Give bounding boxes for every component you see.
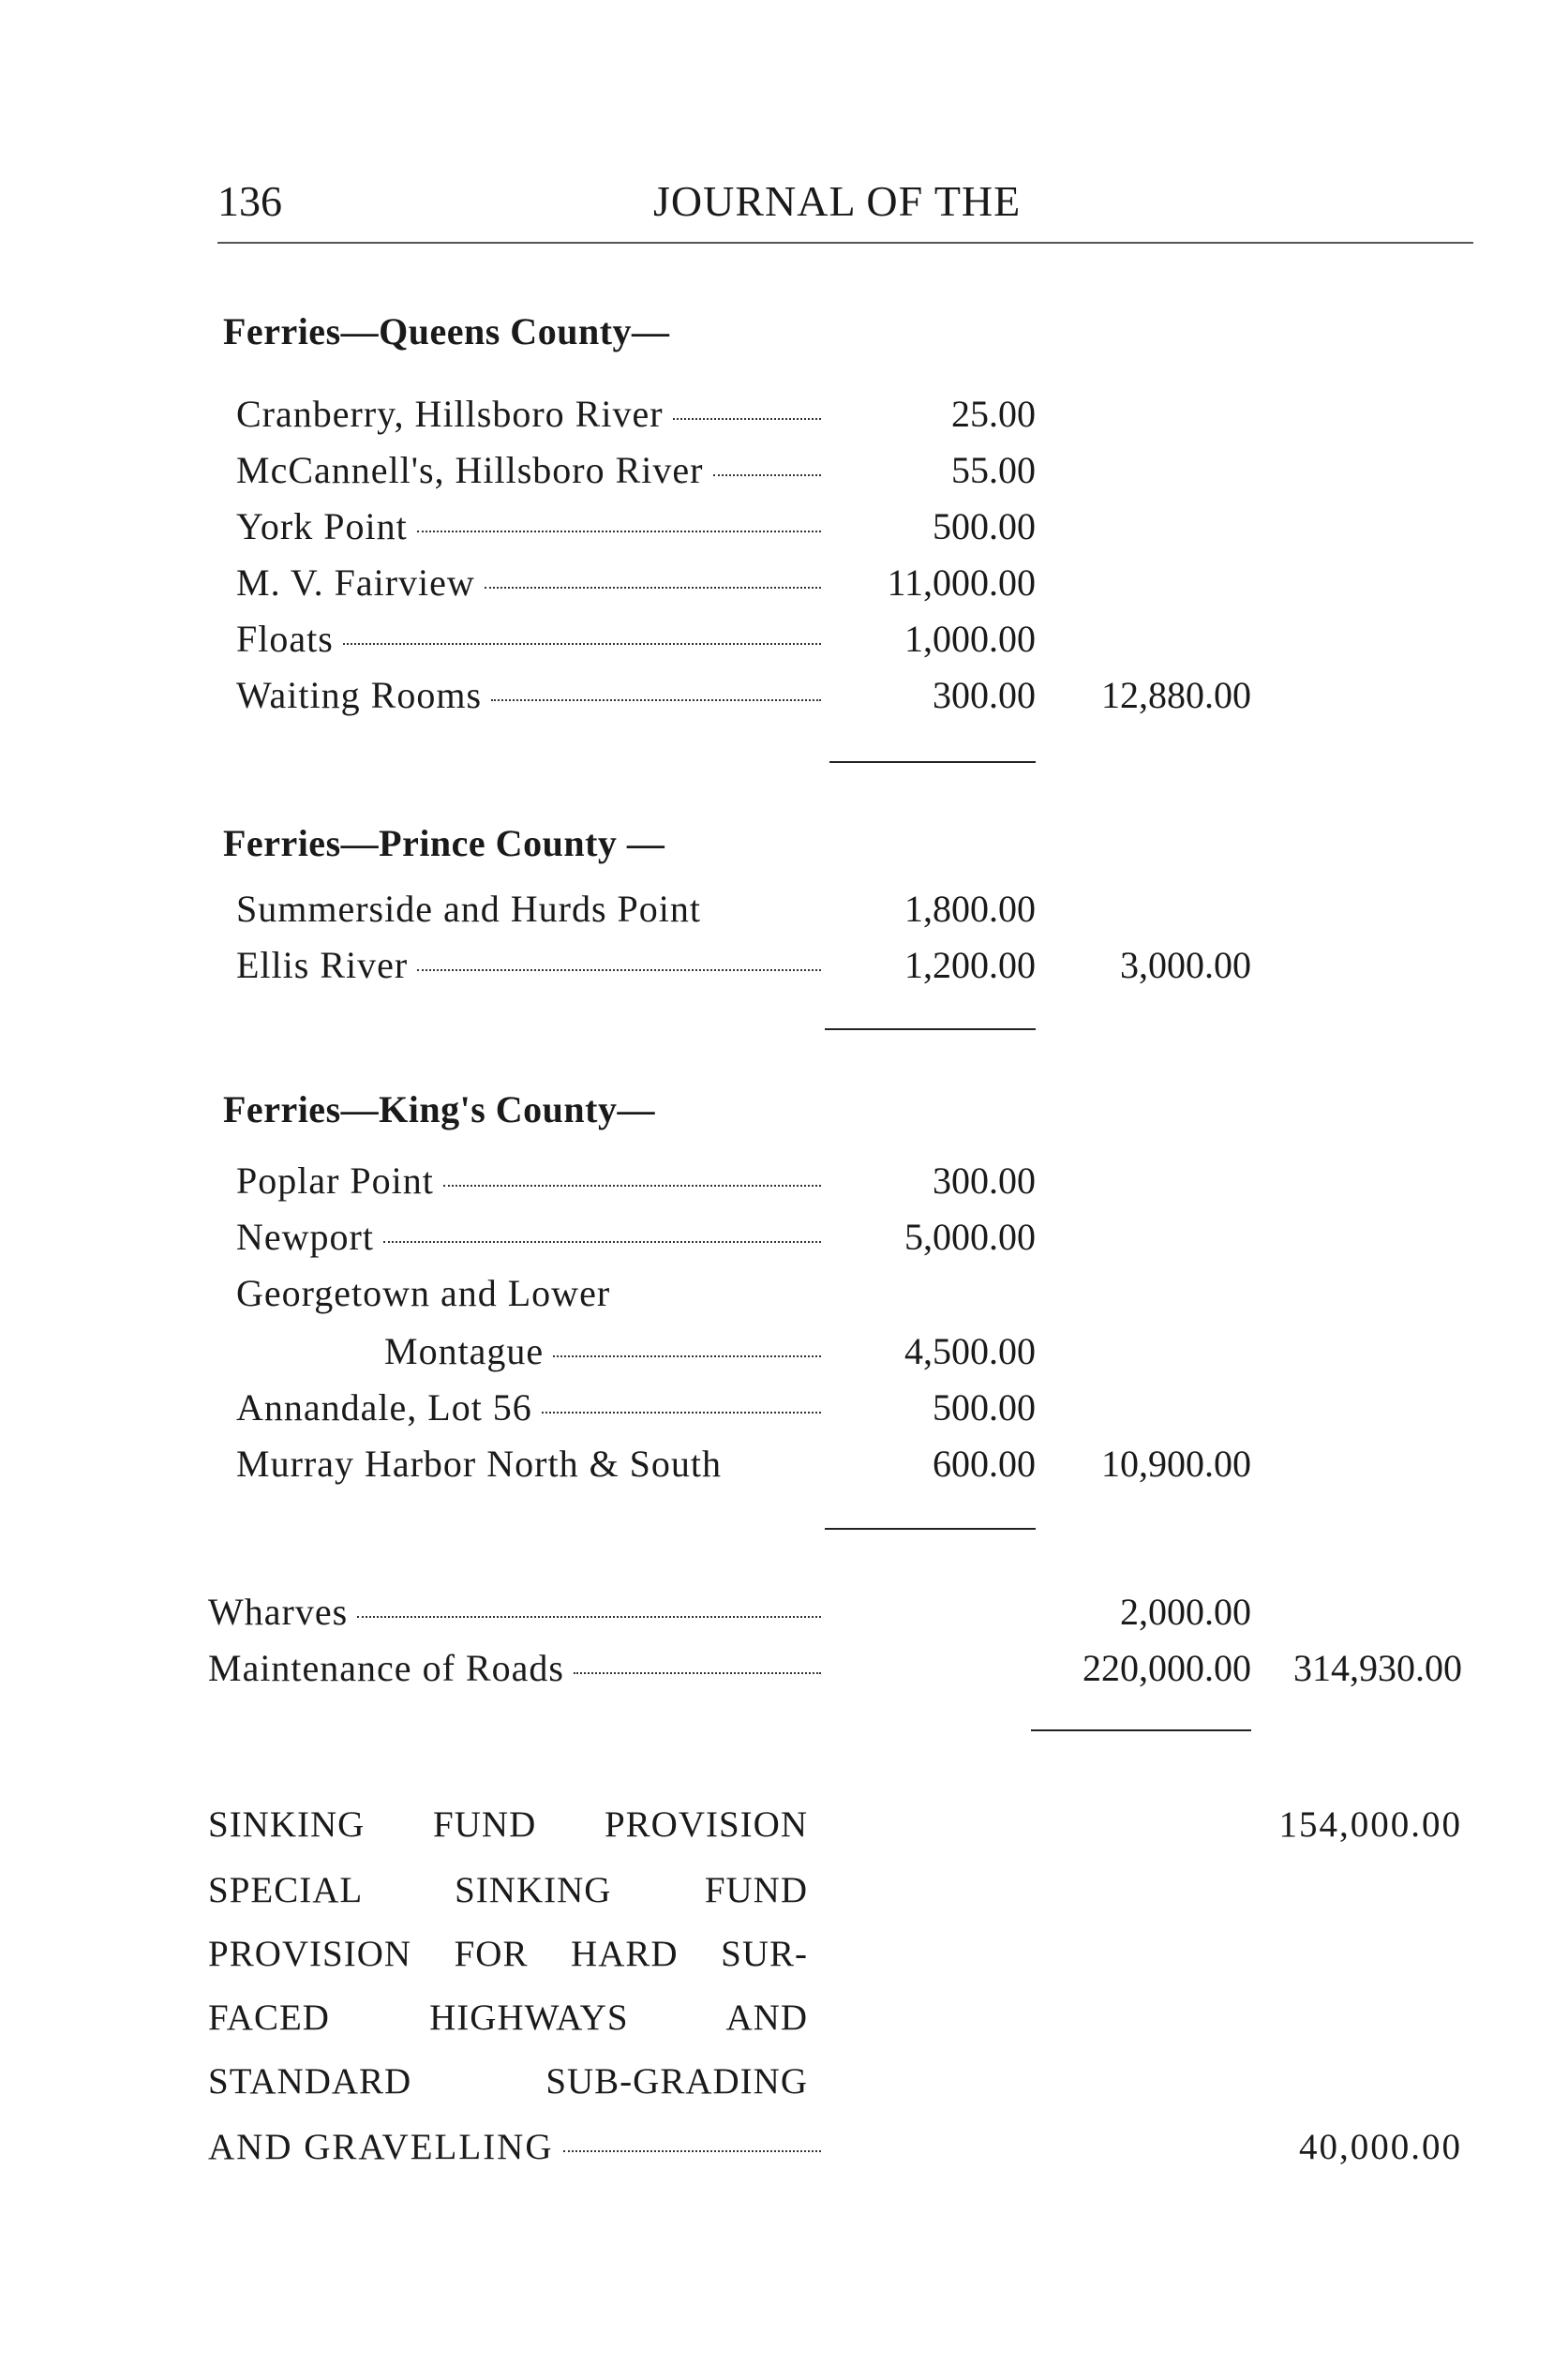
row-amount: 2,000.00 [1120, 1591, 1251, 1633]
row-label: Cranberry, Hillsboro River [236, 393, 664, 435]
provision-line: SPECIAL SINKING FUND [208, 1870, 808, 1910]
row-label: York Point [236, 505, 408, 547]
dot-leader [491, 699, 821, 701]
row-amount: 300.00 [933, 1160, 1036, 1202]
row-amount: 154,000.00 [1278, 1804, 1462, 1845]
section-title: Ferries—Queens County— [223, 310, 670, 352]
table-row [0, 1215, 1568, 1271]
dot-leader [485, 587, 821, 589]
provision-line: PROVISION FOR HARD SUR- [208, 1934, 808, 1974]
table-row [0, 887, 1568, 943]
dot-leader [542, 1412, 821, 1414]
row-amount: 1,200.00 [904, 944, 1036, 986]
table-row [0, 1590, 1568, 1646]
row-amount: 1,000.00 [904, 618, 1036, 660]
dot-leader [417, 969, 821, 971]
dot-leader [713, 474, 822, 476]
table-row [0, 1442, 1568, 1498]
page-number: 136 [217, 177, 282, 225]
dot-leader [343, 643, 821, 645]
dot-leader [574, 1672, 821, 1674]
table-row [0, 1271, 1568, 1327]
subtotal-rule [825, 1028, 1036, 1030]
row-label: Newport [236, 1216, 374, 1258]
table-row [0, 1803, 1568, 1860]
dot-leader [417, 531, 821, 532]
table-row [0, 1329, 1568, 1385]
row-label: Wharves [208, 1591, 349, 1633]
running-title: JOURNAL OF THE [653, 177, 1022, 225]
table-row [0, 617, 1568, 673]
row-amount: 40,000.00 [1299, 2127, 1462, 2167]
table-row [0, 561, 1568, 617]
row-amount: 600.00 [933, 1443, 1036, 1485]
row-label: Ellis River [236, 944, 409, 986]
dot-leader [553, 1355, 821, 1357]
row-label: Montague [384, 1330, 545, 1372]
table-row [0, 673, 1568, 729]
row-label: McCannell's, Hillsboro River [236, 449, 704, 491]
provision-line: FACED HIGHWAYS AND [208, 1997, 808, 2038]
table-row [0, 392, 1568, 448]
row-amount: 11,000.00 [887, 561, 1036, 604]
provision-line: STANDARD SUB-GRADING [208, 2061, 808, 2102]
row-amount: 4,500.00 [904, 1330, 1036, 1372]
dot-leader [443, 1185, 821, 1187]
table-row [0, 504, 1568, 561]
grand-total: 314,930.00 [1293, 1647, 1462, 1689]
subtotal-rule [1031, 1729, 1251, 1731]
section-total: 3,000.00 [1120, 944, 1251, 986]
header-rule [217, 242, 1473, 244]
dot-leader [563, 2150, 821, 2152]
dot-leader [383, 1241, 821, 1243]
row-label: Annandale, Lot 56 [236, 1386, 532, 1429]
table-row [0, 943, 1568, 999]
table-row [0, 448, 1568, 504]
row-amount: 300.00 [933, 674, 1036, 716]
table-row [0, 1159, 1568, 1215]
page-header [217, 176, 1473, 242]
row-label: M. V. Fairview [236, 561, 475, 604]
row-label: Summerside and Hurds Point [236, 888, 701, 930]
row-label: Murray Harbor North & South [236, 1443, 723, 1485]
dot-leader [357, 1616, 821, 1618]
row-amount: 55.00 [951, 449, 1036, 491]
row-label: Poplar Point [236, 1160, 434, 1202]
subtotal-rule [829, 761, 1036, 763]
table-row [0, 1385, 1568, 1442]
row-amount: 5,000.00 [904, 1216, 1036, 1258]
section-title: Ferries—King's County— [223, 1088, 655, 1130]
dot-leader [673, 418, 821, 420]
row-label: Maintenance of Roads [208, 1647, 564, 1689]
row-label: Georgetown and Lower [236, 1272, 611, 1314]
row-amount: 220,000.00 [1083, 1647, 1251, 1689]
row-label: Floats [236, 618, 334, 660]
row-amount: 500.00 [933, 1386, 1036, 1429]
table-row [0, 1646, 1568, 1702]
row-amount: 1,800.00 [904, 888, 1036, 930]
section-total: 12,880.00 [1101, 674, 1251, 716]
section-title: Ferries—Prince County — [223, 822, 665, 864]
row-label: SINKING FUND PROVISION [208, 1804, 808, 1845]
section-total: 10,900.00 [1101, 1443, 1251, 1485]
row-label: Waiting Rooms [236, 674, 483, 716]
table-row [0, 2126, 1568, 2182]
row-amount: 25.00 [951, 393, 1036, 435]
subtotal-rule [825, 1528, 1036, 1530]
row-amount: 500.00 [933, 505, 1036, 547]
row-label: AND GRAVELLING [208, 2127, 554, 2167]
